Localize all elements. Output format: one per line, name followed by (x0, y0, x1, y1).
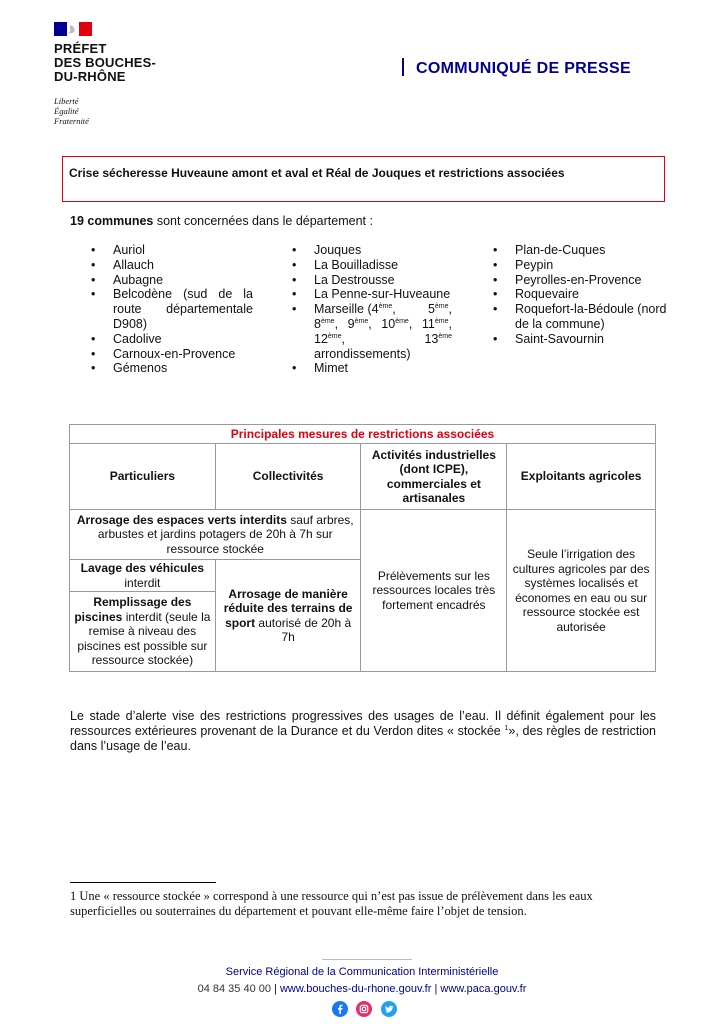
commune-item: • Belcodène (sud de la route départementale D908) (91, 287, 253, 331)
footnote-separator (70, 882, 216, 883)
commune-item-marseille: • Marseille (4ème, 5ème, 8ème, 9ème, 10ème, 11ème, 12ème, 13ème arrondissements) (292, 302, 452, 361)
column-header-collectivites: Collectivités (215, 444, 361, 510)
column-header-agricoles: Exploitants agricoles (507, 444, 656, 510)
commune-item: • Roquefort-la-Bédoule (nord de la commune) (493, 302, 673, 332)
restrictions-table (69, 424, 656, 672)
footnote: 1 Une « ressource stockée » correspond à une ressource qui n’est pas issue de prélèvement dans les eaux superficielles ou souterraines du département et pouvant elle-même faire l’objet de tension. (70, 889, 593, 918)
commune-item: • Peyrolles-en-Provence (493, 273, 673, 288)
instagram-icon[interactable] (356, 1001, 372, 1017)
social-links (332, 1001, 401, 1022)
communes-list-col1 (91, 243, 253, 376)
commune-item: • La Destrousse (292, 273, 452, 288)
commune-item: • Allauch (91, 258, 253, 273)
column-header-particuliers: Particuliers (70, 444, 216, 510)
press-release-title-box (62, 156, 665, 202)
commune-item: • Saint-Savournin (493, 332, 673, 347)
footer-separator (322, 959, 412, 960)
commune-item: • Mimet (292, 361, 452, 376)
footer-link-paca[interactable]: www.paca.gouv.fr (440, 983, 527, 995)
communes-list-col2 (292, 243, 452, 376)
commune-item: • La Penne-sur-Huveaune (292, 287, 452, 302)
footer-service: Service Régional de la Communication Interministérielle (225, 966, 499, 978)
commune-item: • Auriol (91, 243, 253, 258)
footer-link-bdr[interactable]: www.bouches-du-rhone.gouv.fr (279, 983, 432, 995)
prefecture-name: PRÉFET DES BOUCHES- DU-RHÔNE (54, 41, 157, 84)
footer-contacts: 04 84 35 40 00 | www.bouches-du-rhone.gouv.fr | www.paca.gouv.fr (197, 983, 527, 995)
commune-item: • Jouques (292, 243, 452, 258)
twitter-icon[interactable] (381, 1001, 397, 1017)
cell-industrie: Prélèvements sur les ressources locales très fortement encadrés (361, 510, 507, 672)
commune-item: • Roquevaire (493, 287, 673, 302)
commune-item: • La Bouilladisse (292, 258, 452, 273)
commune-item: • Gémenos (91, 361, 253, 376)
alert-paragraph: Le stade d’alerte vise des restrictions progressives des usages de l’eau. Il définit également pour les ressources extérieures provenant de la Durance et du Verdon dites « stockée $^1$», des règles de restriction dans l’usage de l’eau. (70, 709, 656, 753)
column-header-activites: Activités industrielles (dont ICPE), commerciales et artisanales (361, 444, 507, 510)
commune-item: • Cadolive (91, 332, 253, 347)
commune-item: • Peypin (493, 258, 673, 273)
cell-sport: Arrosage de manière réduite des terrains de sport autorisé de 20h à 7h (215, 560, 361, 672)
document-type-title: COMMUNIQUÉ DE PRESSE (402, 58, 631, 78)
cell-lavage: Lavage des véhicules interdit (70, 560, 216, 592)
cell-piscines: Remplissage des piscines interdit (seule la remise à niveau des piscines est possible sur ressource stockée) (70, 592, 216, 672)
table-heading: Principales mesures de restrictions associées (70, 425, 656, 444)
intro-sentence: 19 communes sont concernées dans le département : (70, 214, 373, 228)
commune-item: • Plan-de-Cuques (493, 243, 673, 258)
press-release-title: Crise sécheresse Huveaune amont et aval et Réal de Jouques et restrictions associées (69, 166, 565, 180)
commune-item: • Carnoux-en-Provence (91, 347, 253, 362)
facebook-icon[interactable] (332, 1001, 348, 1017)
marianne-flag-icon (54, 22, 92, 36)
commune-item: • Aubagne (91, 273, 253, 288)
communes-list-col3 (493, 243, 673, 347)
footer-phone: 04 84 35 40 00 (197, 983, 271, 995)
cell-agricole: Seule l’irrigation des cultures agricoles par des systèmes localisés et économes en eau ou sur ressource stockée est autorisée (507, 510, 656, 672)
republic-motto: Liberté Égalité Fraternité (54, 96, 89, 126)
cell-arrosage: Arrosage des espaces verts interdits sauf arbres, arbustes et jardins potagers de 20h à 7h sur ressource stockée (70, 510, 361, 560)
